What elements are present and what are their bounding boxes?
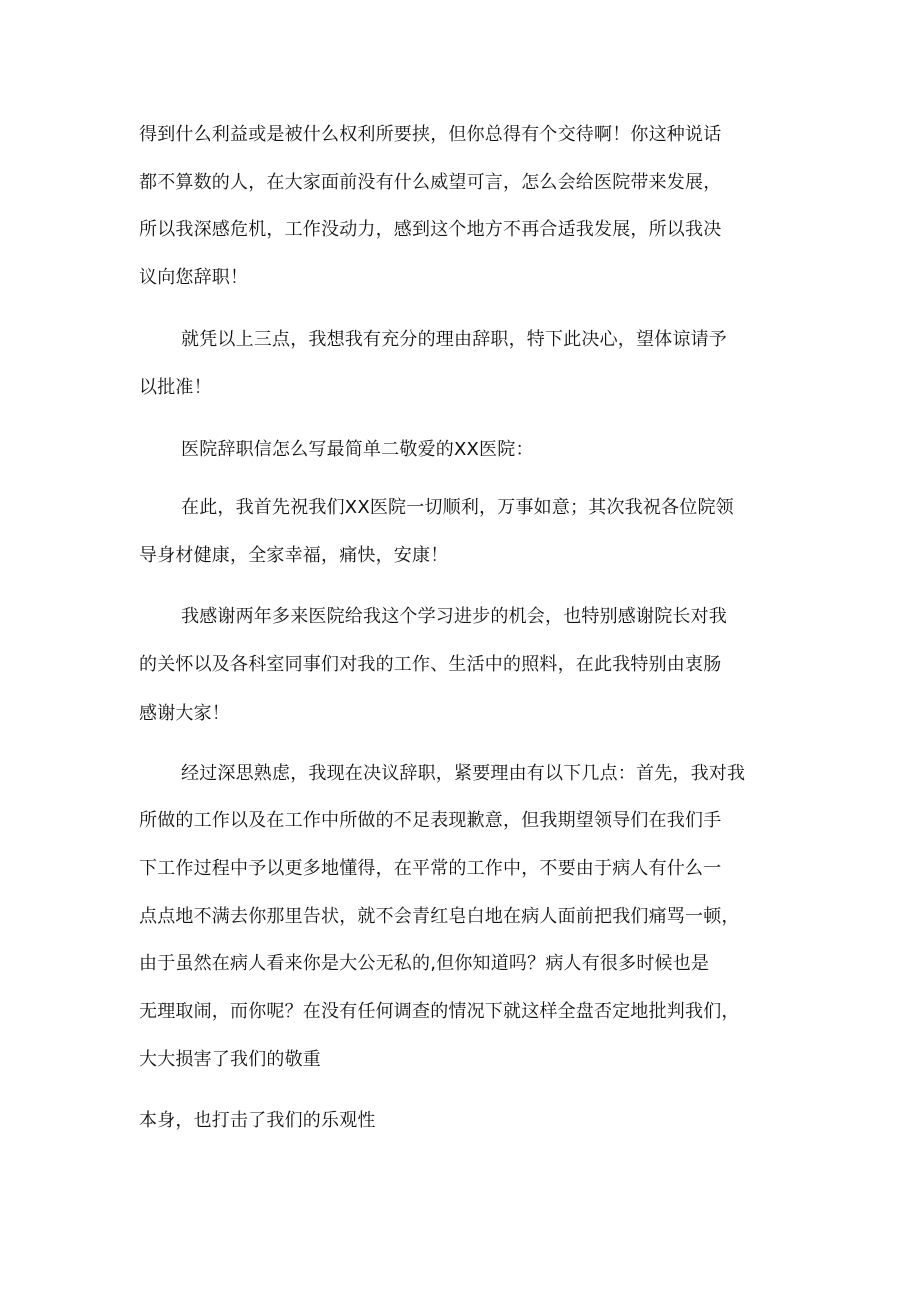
- paragraph-line: 点点地不满去你那里告状，就不会青红皂白地在病人面前把我们痛骂一顿，: [139, 906, 740, 927]
- paragraph-line: 导身材健康，全家幸福，痛快，安康！: [139, 545, 449, 566]
- paragraph-line: 在此，我首先祝我们XX医院一切顺利，万事如意；其次我祝各位院领: [181, 497, 734, 518]
- paragraph-line: 经过深思熟虑，我现在决议辞职，紧要理由有以下几点：首先，我对我: [181, 763, 746, 784]
- paragraph-line: 感谢大家！: [139, 703, 230, 724]
- paragraph-line: 得到什么利益或是被什么权利所要挟，但你总得有个交待啊！你这种说话: [139, 124, 722, 145]
- paragraph-line: 本身，也打击了我们的乐观性: [139, 1110, 376, 1131]
- paragraph-line: 的关怀以及各科室同事们对我的工作、生活中的照料，在此我特别由衷肠: [139, 654, 722, 675]
- paragraph-line: 下工作过程中予以更多地懂得，在平常的工作中，不要由于病人有什么一: [139, 858, 722, 879]
- paragraph-line: 大大损害了我们的敬重: [139, 1049, 321, 1070]
- paragraph-line: 我感谢两年多来医院给我这个学习进步的机会，也特别感谢院长对我: [181, 606, 727, 627]
- paragraph-line: 由于虽然在病人看来你是大公无私的,但你知道吗？病人有很多时候也是: [139, 953, 710, 974]
- paragraph-line: 就凭以上三点，我想我有充分的理由辞职，特下此决心，望体谅请予: [181, 329, 727, 350]
- paragraph-line: 无理取闹，而你呢？在没有任何调查的情况下就这样全盘否定地批判我们，: [139, 1001, 740, 1022]
- paragraph-line: 议向您辞职！: [139, 267, 249, 288]
- section-heading: 医院辞职信怎么写最简单二敬爱的XX医院：: [181, 439, 534, 460]
- paragraph-line: 都不算数的人，在大家面前没有什么威望可言，怎么会给医院带来发展，: [139, 172, 722, 193]
- paragraph-line: 所以我深感危机，工作没动力，感到这个地方不再合适我发展，所以我决: [139, 219, 722, 240]
- paragraph-line: 以批准！: [139, 377, 212, 398]
- paragraph-line: 所做的工作以及在工作中所做的不足表现歉意，但我期望领导们在我们手: [139, 810, 722, 831]
